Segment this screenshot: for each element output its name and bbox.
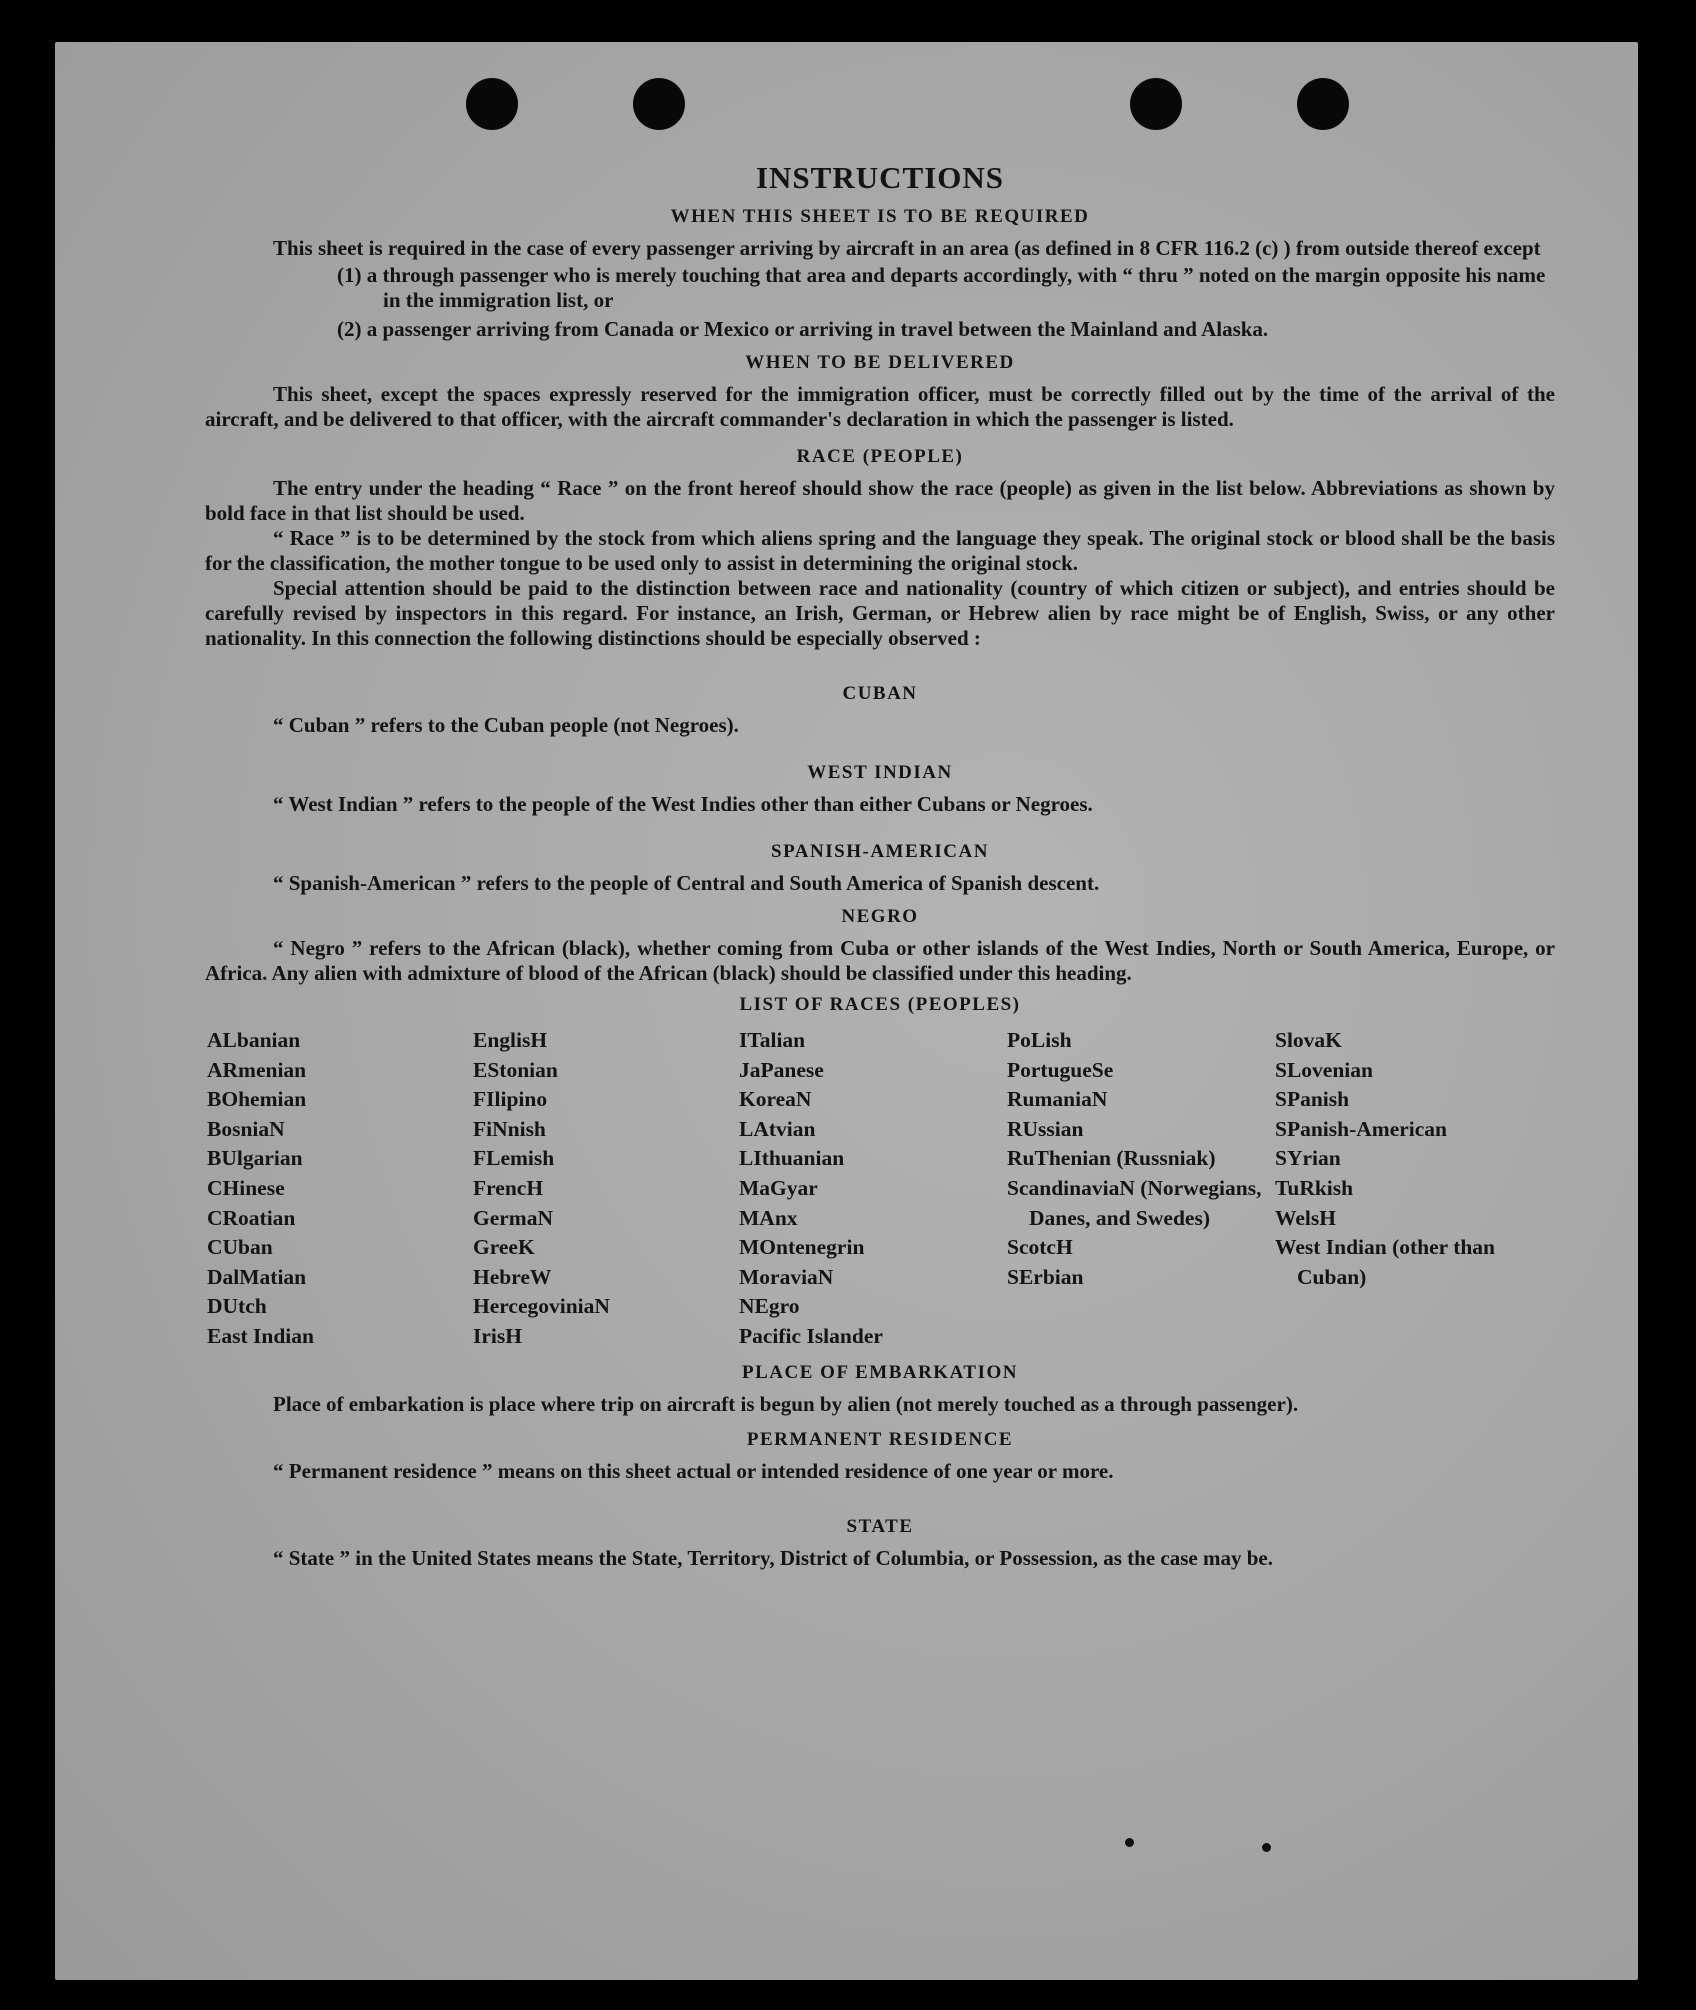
races-column bbox=[473, 1026, 739, 1352]
race-entry: MOntenegrin bbox=[739, 1235, 865, 1260]
race-entry: FrencH bbox=[473, 1175, 544, 1200]
races-column bbox=[739, 1026, 1007, 1352]
race-entry: MaGyar bbox=[739, 1175, 818, 1200]
race-entry: West Indian (other than Cuban) bbox=[1275, 1235, 1496, 1289]
race-entry: SErbian bbox=[1007, 1264, 1084, 1289]
race-entry: ScandinaviaN (Norwegians, Danes, and Swedes) bbox=[1007, 1175, 1262, 1230]
race-entry: CUban bbox=[207, 1235, 273, 1260]
race-entry: HebreW bbox=[473, 1264, 552, 1289]
race-entry: SPanish-American bbox=[1275, 1116, 1447, 1141]
race-entry: East Indian bbox=[207, 1323, 314, 1348]
race-paragraph: The entry under the heading “ Race ” on the front hereof should show the race (people) as given in the list below. Abbreviations as shown by bold face in that list should be used. bbox=[205, 476, 1555, 525]
race-entry: PortugueSe bbox=[1007, 1057, 1114, 1082]
section-heading-when-delivered: WHEN TO BE DELIVERED bbox=[745, 352, 1015, 373]
race-entry: DUtch bbox=[207, 1294, 267, 1319]
races-column bbox=[1275, 1026, 1557, 1352]
ink-dot bbox=[1125, 1838, 1134, 1847]
races-column bbox=[207, 1026, 473, 1352]
section-heading-place-of-embarkation: PLACE OF EMBARKATION bbox=[742, 1361, 1018, 1383]
race-entry: BUlgarian bbox=[207, 1146, 303, 1171]
section-heading-list-of-races: LIST OF RACES (PEOPLES) bbox=[739, 994, 1021, 1015]
state-text: “ State ” in the United States means the State, Territory, District of Columbia, or Possession, as the case may be. bbox=[273, 1545, 1273, 1570]
race-entry: ITalian bbox=[739, 1028, 806, 1052]
punch-hole bbox=[1130, 78, 1182, 130]
race-entry: LAtvian bbox=[739, 1116, 816, 1141]
section-heading-negro: NEGRO bbox=[841, 906, 919, 927]
races-list bbox=[205, 1026, 1555, 1352]
west-indian-text: “ West Indian ” refers to the people of the West Indies other than either Cubans or Negroes. bbox=[273, 792, 1093, 816]
instructions-content bbox=[205, 160, 1555, 1571]
race-entry: BOhemian bbox=[207, 1087, 307, 1112]
race-entry: LIthuanian bbox=[739, 1146, 845, 1171]
section-heading-permanent-residence: PERMANENT RESIDENCE bbox=[746, 1428, 1014, 1450]
race-entry: BosniaN bbox=[207, 1116, 285, 1141]
race-entry: SlovaK bbox=[1275, 1028, 1342, 1052]
race-entry: MAnx bbox=[739, 1205, 798, 1230]
race-entry: GermaN bbox=[473, 1205, 553, 1230]
place-of-embarkation-text: Place of embarkation is place where trip on aircraft is begun by alien (not merely touched as a through passenger). bbox=[273, 1391, 1299, 1416]
exception-item: (1) a through passenger who is merely touching that area and departs accordingly, with “ thru ” noted on the margin opposite his name in the immigration list, or bbox=[337, 263, 1546, 312]
race-entry: WelsH bbox=[1275, 1205, 1336, 1230]
section-heading-cuban: CUBAN bbox=[842, 683, 918, 704]
permanent-residence-text: “ Permanent residence ” means on this sheet actual or intended residence of one year or more. bbox=[273, 1458, 1114, 1483]
race-entry: IrisH bbox=[473, 1323, 522, 1348]
race-entry: PoLish bbox=[1007, 1028, 1072, 1052]
exception-item: (2) a passenger arriving from Canada or Mexico or arriving in travel between the Mainland and Alaska. bbox=[337, 317, 1269, 341]
when-required-intro: This sheet is required in the case of every passenger arriving by aircraft in an area (as defined in 8 CFR 116.2 (c) ) from outside thereof except bbox=[273, 236, 1541, 260]
when-delivered-text: This sheet, except the spaces expressly reserved for the immigration officer, must be correctly filled out by the time of the arrival of the aircraft, and be delivered to that officer, with the aircraft commander's declaration in which the passenger is listed. bbox=[205, 382, 1555, 431]
race-entry: CRoatian bbox=[207, 1205, 296, 1230]
cuban-text: “ Cuban ” refers to the Cuban people (not Negroes). bbox=[273, 713, 739, 737]
punch-hole bbox=[633, 78, 685, 130]
spanish-american-text: “ Spanish-American ” refers to the people of Central and South America of Spanish descent. bbox=[273, 871, 1100, 895]
race-entry: NEgro bbox=[739, 1294, 800, 1319]
race-entry: SPanish bbox=[1275, 1087, 1350, 1112]
section-heading-state: STATE bbox=[846, 1515, 914, 1537]
race-entry: FiNnish bbox=[473, 1116, 546, 1141]
document-sheet bbox=[55, 42, 1638, 1980]
section-heading-spanish-american: SPANISH-AMERICAN bbox=[771, 841, 989, 862]
race-entry: SLovenian bbox=[1275, 1057, 1373, 1082]
race-entry: FIlipino bbox=[473, 1087, 548, 1112]
race-entry: GreeK bbox=[473, 1235, 535, 1260]
race-entry: KoreaN bbox=[739, 1087, 812, 1112]
negro-text: “ Negro ” refers to the African (black), whether coming from Cuba or other islands of the West Indies, North or South America, Europe, or Africa. Any alien with admixture of blood of the African (black) should be classified under this heading. bbox=[205, 936, 1555, 985]
race-entry: ALbanian bbox=[207, 1028, 301, 1052]
punch-hole bbox=[1297, 78, 1349, 130]
race-entry: MoraviaN bbox=[739, 1264, 834, 1289]
punch-hole bbox=[466, 78, 518, 130]
race-entry: SYrian bbox=[1275, 1146, 1341, 1171]
race-entry: FLemish bbox=[473, 1146, 555, 1171]
race-entry: RumaniaN bbox=[1007, 1087, 1108, 1112]
races-column bbox=[1007, 1026, 1275, 1352]
race-entry: RUssian bbox=[1007, 1116, 1084, 1141]
ink-dot bbox=[1262, 1843, 1271, 1852]
race-entry: ARmenian bbox=[207, 1057, 307, 1082]
page-title: INSTRUCTIONS bbox=[755, 160, 1004, 195]
race-entry: TuRkish bbox=[1275, 1175, 1354, 1200]
race-paragraph: Special attention should be paid to the distinction between race and nationality (country of which citizen or subject), and entries should be carefully revised by inspectors in this regard. For instance, an Irish, German, or Hebrew alien by race might be of English, Swiss, or any other nationality. In this connection the following distinctions should be especially observed : bbox=[205, 576, 1555, 650]
race-entry: RuThenian (Russniak) bbox=[1007, 1146, 1216, 1171]
race-entry: JaPanese bbox=[739, 1057, 824, 1082]
race-entry: DalMatian bbox=[207, 1264, 307, 1289]
race-entry: CHinese bbox=[207, 1175, 285, 1200]
race-entry: EnglisH bbox=[473, 1028, 548, 1052]
race-paragraph: “ Race ” is to be determined by the stock from which aliens spring and the language they speak. The original stock or blood shall be the basis for the classification, the mother tongue to be used only to assist in determining the original stock. bbox=[205, 526, 1555, 575]
section-heading-race: RACE (PEOPLE) bbox=[796, 446, 964, 467]
race-entry: EStonian bbox=[473, 1057, 558, 1082]
section-heading-west-indian: WEST INDIAN bbox=[807, 762, 953, 783]
race-entry: ScotcH bbox=[1007, 1235, 1073, 1260]
race-entry: HercegoviniaN bbox=[473, 1294, 610, 1319]
race-entry: Pacific Islander bbox=[739, 1323, 883, 1348]
section-heading-when-required: WHEN THIS SHEET IS TO BE REQUIRED bbox=[670, 206, 1090, 227]
